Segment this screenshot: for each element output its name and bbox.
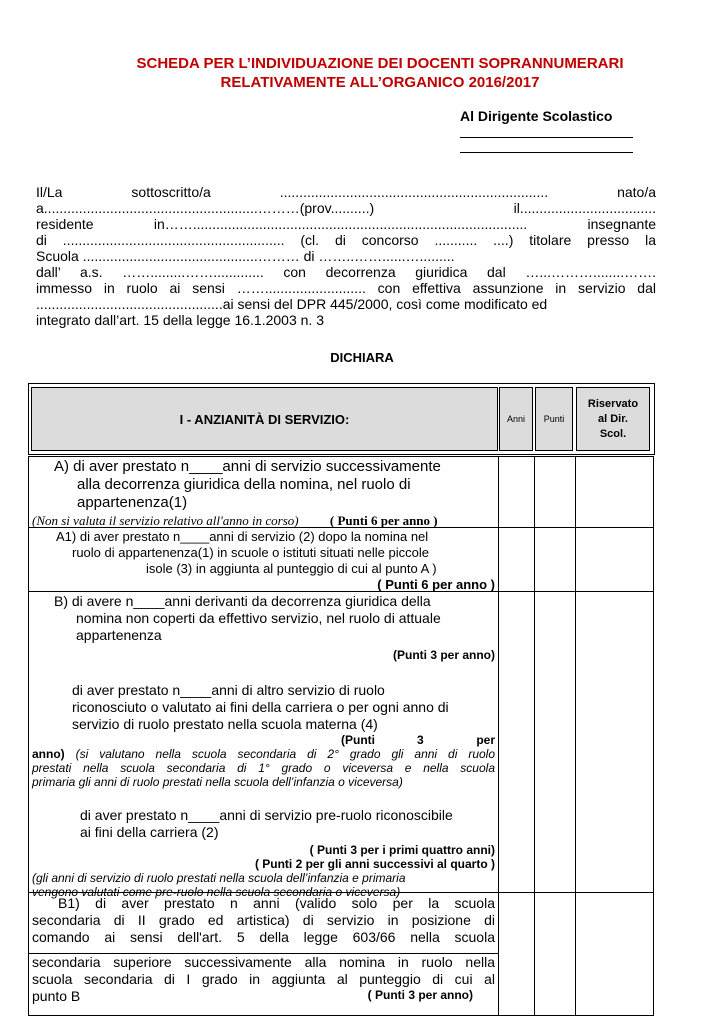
row-a-text: appartenenza(1)	[77, 494, 188, 511]
row-a	[32, 458, 495, 529]
title-line-2: RELATIVAMENTE ALL’ORGANICO 2016/2017	[220, 74, 540, 91]
row-a-points: ( Punti 6 per anno )	[329, 513, 438, 528]
intro-line: immesso in ruolo ai sensi …….......................... con effettiva assunzione in servizio dal	[36, 280, 656, 296]
row-a1-text: A1) di aver prestato n____anni di servizio (2) dopo la nomina nel	[56, 529, 429, 544]
row-a-text: A) di aver prestato n____anni di servizio successivamente	[54, 458, 441, 475]
row-a1-points: ( Punti 6 per anno )	[377, 577, 495, 592]
intro-line: dall’ a.s. …….........……............. con decorrenza giuridica dal …...………........…….	[36, 264, 656, 280]
row-b-anno: anno)	[32, 747, 65, 761]
table-border-right	[653, 456, 654, 1016]
row-b1-text: comando ai sensi dell'art. 5 della legge 603/66 nella scuola	[32, 929, 495, 945]
column-header-anni: Anni	[499, 387, 533, 451]
title-line-1: SCHEDA PER L’INDIVIDUAZIONE DEI DOCENTI SOPRANNUMERARI	[136, 55, 624, 72]
row-b-altro-servizio: riconosciuto o valutato ai fini della carriera o per ogni anno di	[72, 699, 449, 715]
row-b	[32, 593, 495, 899]
intro-line: di ......................................................... (cl. di concorso ........... ....) titolare presso la	[36, 232, 656, 248]
row-b1-text: punto B	[32, 988, 81, 1004]
row-b1-text: scuola secondaria di I grado in aggiunta al punteggio di cui al	[32, 971, 495, 987]
table-border-riservato	[575, 456, 576, 1016]
recipient-label: Al Dirigente Scolastico	[460, 108, 613, 124]
table-border-punti	[534, 456, 535, 1016]
row-divider	[28, 456, 654, 457]
signature-line-2	[460, 152, 633, 153]
table-border-anni	[498, 456, 499, 1016]
intro-line: a.......................................................………(prov..........) il...................................	[36, 200, 656, 216]
row-b-points-part: per	[476, 733, 495, 747]
row-b-pre-ruolo-points: ( Punti 2 per gli anni successivi al quarto )	[254, 857, 495, 871]
row-b-pre-ruolo: di aver prestato n____anni di servizio pre-ruolo riconoscibile	[80, 807, 453, 823]
column-header-punti: Punti	[535, 387, 573, 451]
row-b-points-part: (Punti	[341, 733, 375, 747]
row-b-pre-ruolo: ai fini della carriera (2)	[80, 824, 219, 840]
row-b1-text: secondaria superiore successivamente alla nomina in ruolo nella	[32, 954, 495, 970]
row-b-altro-servizio: servizio di ruolo prestato nella scuola materna (4)	[72, 716, 378, 732]
row-b1-text: B1) di aver prestato n anni (valido solo per la scuola	[58, 895, 495, 911]
row-b-points-part: 3	[417, 733, 424, 747]
row-b-text: nomina non coperti da effettivo servizio, nel ruolo di attuale	[76, 610, 441, 626]
row-a1-text: ruolo di appartenenza(1) in scuole o istituti situati nelle piccole	[72, 545, 429, 560]
document-title	[60, 54, 700, 92]
row-b-text: B) di avere n____anni derivanti da decorrenza giuridica della	[54, 593, 431, 609]
declarant-details	[36, 184, 656, 328]
row-b-pre-ruolo-note: (gli anni di servizio di ruolo prestati nella scuola dell’infanzia e primaria	[32, 871, 406, 885]
table-border-bottom	[28, 1015, 654, 1016]
signature-line-1	[460, 137, 633, 138]
dichiara-heading: DICHIARA	[330, 350, 394, 365]
row-a1	[32, 529, 495, 593]
riservato-line: Riservato	[587, 397, 639, 410]
riservato-line: Scol.	[599, 427, 627, 440]
intro-line: Scuola .............................................……… di ……..……......….........	[36, 248, 455, 264]
intro-line: residente in……...................................................................................... insegnante	[36, 216, 656, 232]
row-b-pre-ruolo-note: vengono valutati come pre-ruolo nella scuola secondaria o viceversa)	[32, 885, 401, 899]
row-b-note: primaria gli anni di ruolo prestati nella scuola dell’infanzia o viceversa)	[32, 775, 403, 789]
row-a-note: (Non si valuta il servizio relativo all'anno in corso)	[32, 513, 299, 528]
column-header-anzianita: I - ANZIANITÀ DI SERVIZIO:	[31, 387, 498, 451]
row-b-text: appartenenza	[76, 627, 162, 643]
row-b1	[32, 895, 495, 1005]
row-b-note: (si valutano nella scuola secondaria di 2° grado gli anni di ruolo	[75, 747, 495, 761]
row-a-text: alla decorrenza giuridica della nomina, nel ruolo di	[77, 476, 411, 493]
table-border-left	[28, 456, 29, 1016]
intro-line: ................................................ai sensi del DPR 445/2000, così come modificato ed	[36, 296, 548, 312]
row-b-note: prestati nella scuola secondaria di 1° grado o viceversa e nella scuola	[32, 761, 495, 775]
row-b-points: (Punti 3 per anno)	[393, 648, 495, 662]
row-b1-text: secondaria di II grado ed artistica) di servizio in posizione di	[32, 912, 495, 928]
riservato-line: al Dir.	[598, 412, 628, 425]
intro-line: integrato dall’art. 15 della legge 16.1.2003 n. 3	[36, 312, 324, 328]
row-b-altro-servizio: di aver prestato n____anni di altro servizio di ruolo	[72, 682, 385, 698]
row-b1-points: ( Punti 3 per anno)	[367, 988, 473, 1002]
row-a1-text: isole (3) in aggiunta al punteggio di cui al punto A )	[146, 561, 437, 576]
column-header-riservato	[576, 387, 650, 451]
row-b-pre-ruolo-points: ( Punti 3 per i primi quattro anni)	[309, 843, 495, 857]
intro-line: Il/La sottoscritto/a ..................................................................... nato/a	[36, 184, 656, 200]
